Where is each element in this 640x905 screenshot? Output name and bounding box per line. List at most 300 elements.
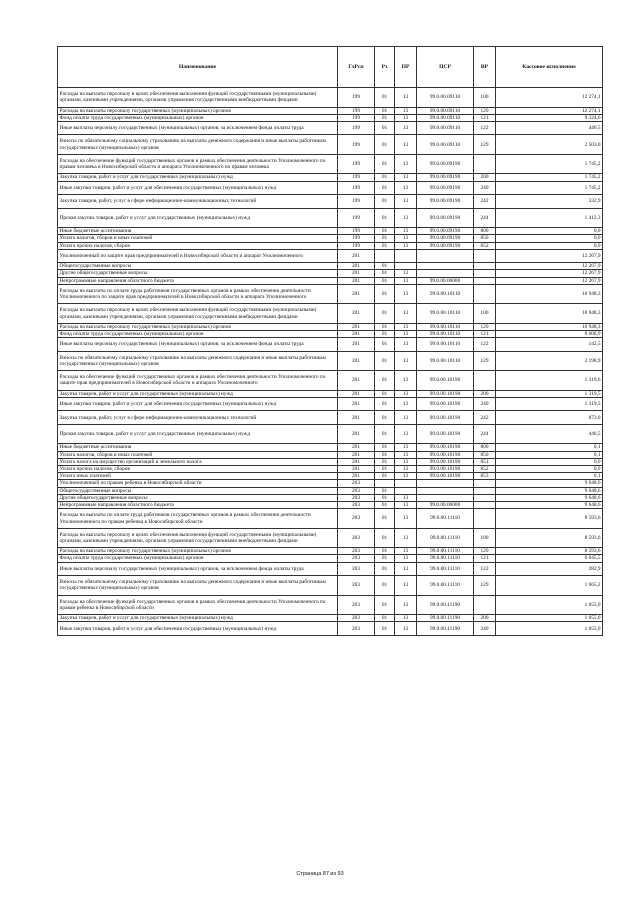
cell-pr: 13 [395,458,417,465]
table-row [58,548,603,555]
cell-vr: 800 [474,444,496,451]
cell-rz: 01 [375,528,395,548]
cell-rz: 01 [375,228,395,235]
cell-rz: 01 [375,444,395,451]
cell-pr: 13 [395,411,417,425]
cell-csr: 99.0.00.09110 [417,107,474,114]
cell-csr: 99.0.00.09190 [417,208,474,228]
cell-rz: 01 [375,121,395,135]
cell-name: Фонд оплаты труда государственных (муниципальных) органов [58,114,338,121]
cell-name: Фонд оплаты труда государственных (муниципальных) органов [58,331,338,338]
cell-rz: 01 [375,451,395,458]
cell-csr: 99.0.00.10110 [417,304,474,324]
cell-name: Непрограммные направления областного бюджета [58,502,338,509]
cell-pr: 13 [395,548,417,555]
cell-rz: 01 [375,263,395,270]
budget-table [57,46,603,636]
table-row [58,509,603,529]
cell-vr: 122 [474,338,496,352]
cell-vr [474,154,496,174]
cell-rz: 01 [375,107,395,114]
cell-amount: 446,5 [496,424,603,444]
cell-amount: 0,0 [496,235,603,242]
cell-name: Иные закупки товаров, работ и услуг для обеспечения государственных (муниципальных) нужд [58,397,338,411]
cell-vr: 120 [474,107,496,114]
table-row [58,595,603,615]
table-row [58,451,603,458]
cell-amount: 9 648,6 [496,502,603,509]
cell-pr [395,480,417,487]
cell-grs: 201 [338,331,375,338]
cell-rz: 01 [375,562,395,576]
cell-vr [474,509,496,529]
cell-csr: 99.0.00.10190 [417,458,474,465]
table-row [58,458,603,465]
cell-csr: 99.0.00.00000 [417,502,474,509]
cell-vr: 240 [474,181,496,195]
cell-vr [474,249,496,263]
cell-vr: 129 [474,135,496,155]
table-row [58,135,603,155]
cell-pr: 13 [395,154,417,174]
cell-pr: 13 [395,338,417,352]
cell-pr: 13 [395,615,417,622]
col-header-grs: ГлРсп [338,47,375,88]
cell-rz: 01 [375,615,395,622]
cell-name: Уполномоченный по правам ребенка в Новосибирской области [58,480,338,487]
cell-pr: 13 [395,528,417,548]
cell-name: Расходы на выплаты по оплате труда работников государственных органов в рамках обеспечения деятельности Уполномоченного по защите прав предпринимателей в Новосибирской области и аппарата Уполномоченного [58,284,338,304]
cell-grs: 201 [338,263,375,270]
cell-name: Общегосударственные вопросы [58,263,338,270]
cell-grs: 201 [338,458,375,465]
cell-pr: 13 [395,107,417,114]
cell-rz: 01 [375,494,395,501]
cell-name: Уплата налогов, сборов и иных платежей [58,451,338,458]
cell-amount: 10 948,3 [496,323,603,330]
cell-rz: 01 [375,135,395,155]
cell-vr: 122 [474,121,496,135]
cell-vr: 850 [474,235,496,242]
cell-amount: 1 745,2 [496,174,603,181]
table-row [58,411,603,425]
report-sheet [57,46,602,636]
cell-rz: 01 [375,323,395,330]
cell-name: Расходы на выплаты персоналу государственных (муниципальных) органов [58,323,338,330]
cell-pr: 13 [395,371,417,391]
cell-grs: 203 [338,562,375,576]
cell-vr: 100 [474,88,496,108]
cell-name: Прочая закупка товаров, работ и услуг для государственных (муниципальных) нужд [58,208,338,228]
cell-csr: 99.0.00.10110 [417,351,474,371]
cell-name: Взносы по обязательному социальному страхованию на выплаты денежного содержания и иные выплаты работникам государственных (муниципальных) органов [58,576,338,596]
cell-csr: 99.0.00.09110 [417,114,474,121]
cell-name: Закупка товаров, работ, услуг в сфере информационно-коммуникационных технологий [58,411,338,425]
cell-pr: 13 [395,181,417,195]
cell-name: Закупка товаров, работ, услуг в сфере информационно-коммуникационных технологий [58,195,338,209]
cell-vr [474,263,496,270]
cell-csr: 99.0.00.10110 [417,338,474,352]
cell-amount: 0,0 [496,242,603,249]
table-row [58,487,603,494]
cell-rz: 01 [375,371,395,391]
table-row [58,555,603,562]
cell-vr: 200 [474,174,496,181]
cell-vr [474,494,496,501]
table-row [58,444,603,451]
cell-name: Взносы по обязательному социальному страхованию на выплаты денежного содержания и иные выплаты работникам государственных (муниципальных) органов [58,135,338,155]
cell-rz: 01 [375,181,395,195]
cell-grs: 201 [338,304,375,324]
cell-grs: 199 [338,181,375,195]
cell-rz: 01 [375,114,395,121]
table-header-row [58,47,603,88]
cell-vr [474,277,496,284]
table-row [58,242,603,249]
cell-vr: 129 [474,576,496,596]
cell-grs: 201 [338,323,375,330]
cell-grs: 199 [338,235,375,242]
table-row [58,502,603,509]
cell-rz: 01 [375,548,395,555]
cell-grs: 201 [338,284,375,304]
table-row [58,235,603,242]
cell-grs: 203 [338,494,375,501]
cell-amount: 12 274,1 [496,88,603,108]
table-row [58,494,603,501]
cell-rz: 01 [375,424,395,444]
cell-csr: 99.0.00.11110 [417,548,474,555]
cell-rz: 01 [375,458,395,465]
cell-vr: 120 [474,323,496,330]
cell-csr: 99.0.00.09110 [417,121,474,135]
cell-amount: 1 319,5 [496,390,603,397]
cell-amount: 0,0 [496,228,603,235]
cell-grs: 203 [338,528,375,548]
cell-grs: 199 [338,208,375,228]
cell-rz: 01 [375,473,395,480]
table-row [58,263,603,270]
cell-grs: 203 [338,555,375,562]
cell-grs: 203 [338,615,375,622]
cell-csr: 99.0.00.10190 [417,397,474,411]
cell-csr: 99.0.00.09190 [417,228,474,235]
cell-rz: 01 [375,331,395,338]
cell-rz: 01 [375,397,395,411]
cell-rz [375,249,395,263]
table-row [58,338,603,352]
cell-rz: 01 [375,304,395,324]
cell-pr: 13 [395,444,417,451]
table-row [58,195,603,209]
table-row [58,562,603,576]
cell-amount: 8 593,6 [496,548,603,555]
cell-grs: 201 [338,390,375,397]
cell-pr: 13 [395,494,417,501]
col-header-name: Наименование [58,47,338,88]
cell-pr: 13 [395,114,417,121]
cell-pr: 13 [395,242,417,249]
cell-amount: 873,0 [496,411,603,425]
table-row [58,270,603,277]
cell-vr [474,270,496,277]
cell-pr: 13 [395,235,417,242]
cell-pr: 13 [395,502,417,509]
cell-pr: 13 [395,121,417,135]
cell-grs: 201 [338,249,375,263]
cell-name: Уплата прочих налогов, сборов [58,466,338,473]
table-row [58,107,603,114]
table-row [58,331,603,338]
cell-vr: 200 [474,390,496,397]
cell-grs: 203 [338,502,375,509]
cell-rz: 01 [375,235,395,242]
table-row [58,473,603,480]
cell-rz: 01 [375,555,395,562]
cell-csr: 99.0.00.10190 [417,411,474,425]
cell-name: Расходы на выплаты по оплате труда работников государственных органов в рамках обеспечения деятельности Уполномоченного по правам ребенка в Новосибирской области [58,509,338,529]
cell-pr: 13 [395,622,417,636]
cell-csr: 99.0.00.10110 [417,323,474,330]
cell-csr [417,480,474,487]
cell-name: Расходы на выплаты персоналу государственных (муниципальных) органов [58,107,338,114]
cell-amount: 0,1 [496,444,603,451]
cell-vr: 242 [474,195,496,209]
cell-vr [474,480,496,487]
cell-amount: 2 503,0 [496,135,603,155]
cell-name: Расходы на выплаты персоналу в целях обеспечения выполнения функций государственными (муниципальными) органами, казенными учреждениями, органами управления государственными внебюджетными фондами [58,304,338,324]
cell-amount: 1 665,2 [496,576,603,596]
cell-csr [417,494,474,501]
cell-pr [395,263,417,270]
cell-rz: 01 [375,487,395,494]
table-row [58,181,603,195]
table-row [58,528,603,548]
cell-csr: 99.0.00.10190 [417,424,474,444]
cell-rz: 01 [375,411,395,425]
cell-csr [417,263,474,270]
cell-rz: 01 [375,208,395,228]
cell-csr: 99.0.00.09190 [417,181,474,195]
cell-amount: 332,9 [496,195,603,209]
cell-amount: 9 648,6 [496,480,603,487]
table-row [58,174,603,181]
cell-name: Иные выплаты персоналу государственных (муниципальных) органов, за исключением фонда оплаты труда [58,121,338,135]
cell-pr: 13 [395,88,417,108]
cell-name: Иные закупки товаров, работ и услуг для обеспечения государственных (муниципальных) нужд [58,181,338,195]
cell-rz: 01 [375,88,395,108]
cell-amount: 1 745,2 [496,154,603,174]
cell-amount: 10 948,3 [496,304,603,324]
cell-name: Непрограммные направления областного бюджета [58,277,338,284]
cell-grs: 201 [338,351,375,371]
table-row [58,277,603,284]
cell-name: Другие общегосударственные вопросы [58,494,338,501]
cell-pr: 13 [395,331,417,338]
table-row [58,249,603,263]
cell-amount: 1 055,0 [496,622,603,636]
cell-pr: 13 [395,284,417,304]
cell-name: Расходы на выплаты персоналу в целях обеспечения выполнения функций государственными (муниципальными) органами, казенными учреждениями, органами управления государственными внебюджетными фондами [58,88,338,108]
cell-name: Закупка товаров, работ и услуг для государственных (муниципальных) нужд [58,390,338,397]
cell-rz: 01 [375,277,395,284]
table-body [58,88,603,636]
cell-pr: 13 [395,397,417,411]
cell-csr: 99.0.00.11110 [417,555,474,562]
cell-grs: 199 [338,242,375,249]
cell-amount: 9 648,6 [496,487,603,494]
cell-csr: 99.0.00.11110 [417,509,474,529]
cell-grs: 201 [338,466,375,473]
cell-grs: 201 [338,277,375,284]
table-row [58,480,603,487]
cell-pr: 13 [395,195,417,209]
cell-rz: 01 [375,622,395,636]
cell-vr: 852 [474,242,496,249]
cell-vr: 852 [474,466,496,473]
cell-rz: 01 [375,242,395,249]
col-header-pr: ПР [395,47,417,88]
cell-grs: 199 [338,228,375,235]
cell-pr: 13 [395,351,417,371]
cell-amount: 1 319,5 [496,397,603,411]
cell-vr: 121 [474,114,496,121]
cell-amount: 12 267,9 [496,270,603,277]
cell-amount: 6 645,5 [496,555,603,562]
cell-grs: 201 [338,270,375,277]
cell-vr: 121 [474,555,496,562]
table-row [58,121,603,135]
cell-grs: 201 [338,371,375,391]
cell-amount: 0,0 [496,466,603,473]
table-row [58,88,603,108]
cell-amount: 0,1 [496,473,603,480]
cell-vr [474,371,496,391]
cell-grs: 203 [338,487,375,494]
cell-csr: 99.0.00.09190 [417,242,474,249]
cell-vr: 851 [474,458,496,465]
cell-csr: 99.0.00.10110 [417,284,474,304]
cell-name: Иные бюджетные ассигнования [58,228,338,235]
cell-grs: 201 [338,444,375,451]
cell-name: Другие общегосударственные вопросы [58,270,338,277]
cell-amount: 9 324,6 [496,114,603,121]
cell-pr: 13 [395,277,417,284]
cell-grs: 203 [338,480,375,487]
cell-amount: 12 267,9 [496,277,603,284]
cell-grs: 201 [338,397,375,411]
cell-name: Уплата налога на имущество организаций и земельного налога [58,458,338,465]
cell-csr [417,270,474,277]
cell-csr: 99.0.00.09190 [417,195,474,209]
cell-rz: 01 [375,338,395,352]
cell-grs: 203 [338,548,375,555]
cell-pr: 13 [395,562,417,576]
cell-vr: 242 [474,411,496,425]
cell-pr: 13 [395,473,417,480]
cell-rz: 01 [375,595,395,615]
cell-csr: 99.0.00.11110 [417,576,474,596]
cell-vr [474,595,496,615]
cell-rz: 01 [375,270,395,277]
table-row [58,424,603,444]
table-row [58,371,603,391]
cell-amount: 12 267,9 [496,263,603,270]
cell-pr: 13 [395,555,417,562]
cell-amount: 1 055,0 [496,615,603,622]
cell-grs: 199 [338,88,375,108]
cell-amount: 12 267,9 [496,249,603,263]
cell-pr: 13 [395,509,417,529]
cell-pr: 13 [395,424,417,444]
cell-csr: 99.0.00.10190 [417,371,474,391]
cell-pr: 13 [395,135,417,155]
cell-amount: 10 948,3 [496,284,603,304]
cell-csr [417,249,474,263]
cell-name: Уплата прочих налогов, сборов [58,242,338,249]
cell-grs: 203 [338,509,375,529]
cell-grs: 201 [338,424,375,444]
cell-amount: 0,1 [496,451,603,458]
table-row [58,397,603,411]
cell-amount: 9 648,6 [496,494,603,501]
cell-amount: 2 198,9 [496,351,603,371]
table-row [58,622,603,636]
cell-csr: 99.0.00.10190 [417,444,474,451]
cell-pr: 13 [395,323,417,330]
cell-name: Иные закупки товаров, работ и услуг для обеспечения государственных (муниципальных) нужд [58,622,338,636]
cell-csr: 99.0.00.11110 [417,528,474,548]
cell-vr: 240 [474,622,496,636]
cell-csr: 99.0.00.10110 [417,331,474,338]
cell-vr: 120 [474,548,496,555]
table-row [58,351,603,371]
cell-name: Закупка товаров, работ и услуг для государственных (муниципальных) нужд [58,174,338,181]
cell-pr: 13 [395,228,417,235]
cell-vr [474,487,496,494]
cell-pr: 13 [395,595,417,615]
cell-csr: 99.0.00.10190 [417,466,474,473]
cell-pr [395,249,417,263]
cell-pr: 13 [395,576,417,596]
cell-name: Закупка товаров, работ и услуг для государственных (муниципальных) нужд [58,615,338,622]
cell-csr [417,487,474,494]
cell-vr: 122 [474,562,496,576]
cell-csr: 99.0.00.09110 [417,135,474,155]
cell-amount: 8 606,9 [496,331,603,338]
cell-grs: 201 [338,338,375,352]
cell-grs: 199 [338,195,375,209]
cell-rz: 01 [375,174,395,181]
cell-vr: 244 [474,424,496,444]
cell-vr: 800 [474,228,496,235]
cell-name: Иные выплаты персоналу государственных (муниципальных) органов, за исключением фонда оплаты труда [58,562,338,576]
cell-vr: 121 [474,331,496,338]
cell-name: Расходы на обеспечение функций государственных органов в рамках обеспечения деятельности Уполномоченного по защите прав предпринимателей в Новосибирской области и аппарата Уполномоченного [58,371,338,391]
cell-rz: 01 [375,351,395,371]
cell-pr: 13 [395,270,417,277]
cell-grs: 199 [338,114,375,121]
cell-amount: 446,5 [496,121,603,135]
cell-csr: 99.0.00.00000 [417,277,474,284]
table-row [58,304,603,324]
cell-csr: 99.0.00.09190 [417,235,474,242]
cell-pr [395,487,417,494]
cell-vr: 200 [474,615,496,622]
cell-name: Расходы на выплаты персоналу в целях обеспечения выполнения функций государственными (муниципальными) органами, казенными учреждениями, органами управления государственными внебюджетными фондами [58,528,338,548]
cell-name: Расходы на обеспечение функций государственных органов в рамках обеспечения деятельности Уполномоченного по правам человека в Новосибирской области и аппарата Уполномоченного по правам человека [58,154,338,174]
cell-vr: 100 [474,528,496,548]
